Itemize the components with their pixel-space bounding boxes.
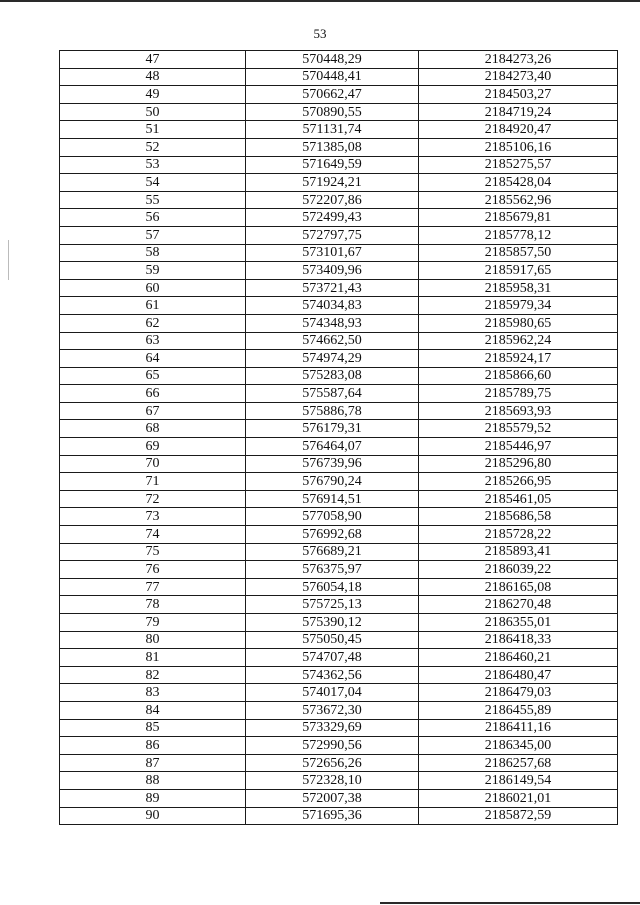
table-row [60,754,618,772]
y-coordinate-cell: 2186270,48 [419,596,618,614]
y-coordinate-cell: 2186411,16 [419,719,618,737]
x-coordinate-cell: 575886,78 [246,402,419,420]
x-coordinate-cell: 572007,38 [246,789,419,807]
x-coordinate-cell: 576739,96 [246,455,419,473]
table-row [60,789,618,807]
x-coordinate-cell: 576054,18 [246,578,419,596]
table-row [60,138,618,156]
point-number-cell: 79 [60,614,246,632]
y-coordinate-cell: 2184920,47 [419,121,618,139]
table-row [60,262,618,280]
point-number-cell: 87 [60,754,246,772]
table-row [60,561,618,579]
x-coordinate-cell: 571131,74 [246,121,419,139]
scan-mark [8,240,9,280]
point-number-cell: 49 [60,86,246,104]
x-coordinate-cell: 571695,36 [246,807,419,825]
point-number-cell: 76 [60,561,246,579]
point-number-cell: 82 [60,666,246,684]
x-coordinate-cell: 574662,50 [246,332,419,350]
table-row [60,209,618,227]
x-coordinate-cell: 572797,75 [246,226,419,244]
y-coordinate-cell: 2186257,68 [419,754,618,772]
y-coordinate-cell: 2184273,40 [419,68,618,86]
table-row [60,631,618,649]
point-number-cell: 86 [60,737,246,755]
y-coordinate-cell: 2185893,41 [419,543,618,561]
x-coordinate-cell: 573101,67 [246,244,419,262]
y-coordinate-cell: 2186455,89 [419,701,618,719]
x-coordinate-cell: 570448,41 [246,68,419,86]
table-row [60,86,618,104]
table-row [60,51,618,69]
table-row [60,684,618,702]
y-coordinate-cell: 2185917,65 [419,262,618,280]
y-coordinate-cell: 2186480,47 [419,666,618,684]
point-number-cell: 73 [60,508,246,526]
x-coordinate-cell: 575050,45 [246,631,419,649]
y-coordinate-cell: 2185275,57 [419,156,618,174]
point-number-cell: 72 [60,490,246,508]
point-number-cell: 50 [60,103,246,121]
point-number-cell: 53 [60,156,246,174]
table-row [60,490,618,508]
y-coordinate-cell: 2185693,93 [419,402,618,420]
y-coordinate-cell: 2185686,58 [419,508,618,526]
x-coordinate-cell: 572207,86 [246,191,419,209]
y-coordinate-cell: 2185579,52 [419,420,618,438]
table-row [60,121,618,139]
table-row [60,314,618,332]
y-coordinate-cell: 2186418,33 [419,631,618,649]
table-row [60,737,618,755]
y-coordinate-cell: 2186039,22 [419,561,618,579]
point-number-cell: 66 [60,385,246,403]
table-row [60,226,618,244]
point-number-cell: 85 [60,719,246,737]
point-number-cell: 80 [60,631,246,649]
y-coordinate-cell: 2185728,22 [419,526,618,544]
x-coordinate-cell: 575390,12 [246,614,419,632]
y-coordinate-cell: 2185266,95 [419,473,618,491]
y-coordinate-cell: 2185924,17 [419,350,618,368]
x-coordinate-cell: 574034,83 [246,297,419,315]
x-coordinate-cell: 570890,55 [246,103,419,121]
point-number-cell: 55 [60,191,246,209]
point-number-cell: 83 [60,684,246,702]
point-number-cell: 71 [60,473,246,491]
x-coordinate-cell: 574707,48 [246,649,419,667]
x-coordinate-cell: 576375,97 [246,561,419,579]
point-number-cell: 63 [60,332,246,350]
x-coordinate-cell: 576914,51 [246,490,419,508]
table-row [60,244,618,262]
x-coordinate-cell: 574348,93 [246,314,419,332]
x-coordinate-cell: 570448,29 [246,51,419,69]
x-coordinate-cell: 575587,64 [246,385,419,403]
y-coordinate-cell: 2185778,12 [419,226,618,244]
table-row [60,807,618,825]
x-coordinate-cell: 572499,43 [246,209,419,227]
point-number-cell: 90 [60,807,246,825]
table-row [60,666,618,684]
point-number-cell: 54 [60,174,246,192]
page-bottom-edge [380,902,640,904]
y-coordinate-cell: 2185857,50 [419,244,618,262]
point-number-cell: 56 [60,209,246,227]
point-number-cell: 60 [60,279,246,297]
point-number-cell: 89 [60,789,246,807]
x-coordinate-cell: 572328,10 [246,772,419,790]
y-coordinate-cell: 2184719,24 [419,103,618,121]
point-number-cell: 61 [60,297,246,315]
table-row [60,103,618,121]
y-coordinate-cell: 2185872,59 [419,807,618,825]
table-row [60,367,618,385]
point-number-cell: 67 [60,402,246,420]
x-coordinate-cell: 573409,96 [246,262,419,280]
x-coordinate-cell: 571649,59 [246,156,419,174]
y-coordinate-cell: 2185679,81 [419,209,618,227]
table-row [60,596,618,614]
y-coordinate-cell: 2185789,75 [419,385,618,403]
table-row [60,614,618,632]
point-number-cell: 58 [60,244,246,262]
y-coordinate-cell: 2186345,00 [419,737,618,755]
point-number-cell: 59 [60,262,246,280]
y-coordinate-cell: 2185958,31 [419,279,618,297]
table-row [60,701,618,719]
table-row [60,420,618,438]
table-row [60,68,618,86]
page-top-edge [0,0,640,2]
y-coordinate-cell: 2184273,26 [419,51,618,69]
table-row [60,438,618,456]
coordinates-table [59,50,618,825]
x-coordinate-cell: 576689,21 [246,543,419,561]
y-coordinate-cell: 2185979,34 [419,297,618,315]
x-coordinate-cell: 572656,26 [246,754,419,772]
y-coordinate-cell: 2186355,01 [419,614,618,632]
table-row [60,455,618,473]
y-coordinate-cell: 2186460,21 [419,649,618,667]
page-number: 53 [313,26,327,41]
coordinates-table-body [60,51,618,825]
table-row [60,578,618,596]
y-coordinate-cell: 2185428,04 [419,174,618,192]
point-number-cell: 74 [60,526,246,544]
table-row [60,191,618,209]
point-number-cell: 75 [60,543,246,561]
x-coordinate-cell: 574974,29 [246,350,419,368]
x-coordinate-cell: 571924,21 [246,174,419,192]
point-number-cell: 81 [60,649,246,667]
x-coordinate-cell: 575725,13 [246,596,419,614]
table-row [60,772,618,790]
y-coordinate-cell: 2185562,96 [419,191,618,209]
table-row [60,473,618,491]
x-coordinate-cell: 577058,90 [246,508,419,526]
y-coordinate-cell: 2185962,24 [419,332,618,350]
table-row [60,649,618,667]
x-coordinate-cell: 572990,56 [246,737,419,755]
table-row [60,543,618,561]
x-coordinate-cell: 570662,47 [246,86,419,104]
table-row [60,719,618,737]
point-number-cell: 64 [60,350,246,368]
point-number-cell: 47 [60,51,246,69]
table-row [60,385,618,403]
point-number-cell: 52 [60,138,246,156]
point-number-cell: 68 [60,420,246,438]
y-coordinate-cell: 2186149,54 [419,772,618,790]
y-coordinate-cell: 2186479,03 [419,684,618,702]
y-coordinate-cell: 2186021,01 [419,789,618,807]
x-coordinate-cell: 574017,04 [246,684,419,702]
y-coordinate-cell: 2185296,80 [419,455,618,473]
y-coordinate-cell: 2185980,65 [419,314,618,332]
table-row [60,279,618,297]
point-number-cell: 48 [60,68,246,86]
point-number-cell: 84 [60,701,246,719]
x-coordinate-cell: 575283,08 [246,367,419,385]
point-number-cell: 51 [60,121,246,139]
table-row [60,297,618,315]
x-coordinate-cell: 573329,69 [246,719,419,737]
y-coordinate-cell: 2185866,60 [419,367,618,385]
y-coordinate-cell: 2185461,05 [419,490,618,508]
x-coordinate-cell: 573721,43 [246,279,419,297]
x-coordinate-cell: 576790,24 [246,473,419,491]
x-coordinate-cell: 574362,56 [246,666,419,684]
point-number-cell: 77 [60,578,246,596]
point-number-cell: 62 [60,314,246,332]
table-row [60,508,618,526]
y-coordinate-cell: 2185106,16 [419,138,618,156]
table-row [60,156,618,174]
point-number-cell: 78 [60,596,246,614]
point-number-cell: 88 [60,772,246,790]
y-coordinate-cell: 2184503,27 [419,86,618,104]
x-coordinate-cell: 571385,08 [246,138,419,156]
y-coordinate-cell: 2186165,08 [419,578,618,596]
x-coordinate-cell: 573672,30 [246,701,419,719]
y-coordinate-cell: 2185446,97 [419,438,618,456]
table-row [60,526,618,544]
point-number-cell: 70 [60,455,246,473]
x-coordinate-cell: 576464,07 [246,438,419,456]
x-coordinate-cell: 576992,68 [246,526,419,544]
table-row [60,174,618,192]
point-number-cell: 57 [60,226,246,244]
point-number-cell: 65 [60,367,246,385]
table-row [60,402,618,420]
x-coordinate-cell: 576179,31 [246,420,419,438]
table-row [60,332,618,350]
table-row [60,350,618,368]
point-number-cell: 69 [60,438,246,456]
